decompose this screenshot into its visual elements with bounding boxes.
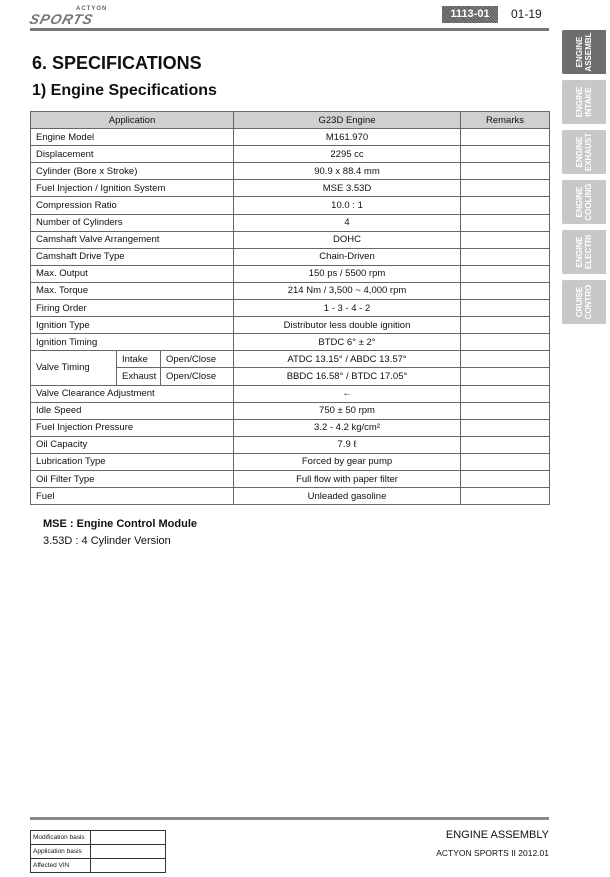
row-value: Forced by gear pump: [234, 453, 461, 470]
basis-table: [30, 830, 166, 873]
row-remarks: [461, 334, 550, 351]
table-row-valve-intake: [31, 351, 550, 368]
page-title: 6. SPECIFICATIONS: [32, 53, 202, 73]
row-label: Valve Clearance Adjustment: [31, 385, 234, 402]
row-value: 214 Nm / 3,500 ~ 4,000 rpm: [234, 282, 461, 299]
row-value: 7.9 ℓ: [234, 436, 461, 453]
footer-model-info: ACTYON SPORTS II 2012.01: [436, 848, 549, 858]
table-row: [31, 129, 550, 146]
row-remarks: [461, 453, 550, 470]
row-remarks: [461, 470, 550, 487]
footer-section-name: ENGINE ASSEMBLY: [445, 829, 549, 841]
brand-logo: [27, 6, 110, 27]
row-value: 90.9 x 88.4 mm: [234, 163, 461, 180]
row-value: 1 - 3 - 4 - 2: [234, 300, 461, 317]
row-remarks: [461, 146, 550, 163]
basis-value: [91, 831, 166, 845]
row-label: Engine Model: [31, 129, 234, 146]
row-value: 4: [234, 214, 461, 231]
row-value: 10.0 : 1: [234, 197, 461, 214]
row-remarks: [461, 231, 550, 248]
row-label: Oil Capacity: [31, 436, 234, 453]
valve-intake-label: Intake: [117, 351, 161, 368]
row-value: Full flow with paper filter: [234, 470, 461, 487]
page-number: 01-19: [511, 7, 542, 21]
row-value: Chain-Driven: [234, 248, 461, 265]
row-label: Idle Speed: [31, 402, 234, 419]
table-row: [31, 470, 550, 487]
row-label: Displacement: [31, 146, 234, 163]
valve-exhaust-open-close: Open/Close: [161, 368, 234, 385]
row-value: Unleaded gasoline: [234, 488, 461, 505]
basis-label: Modification basis: [31, 831, 91, 845]
section-tabs: [562, 30, 610, 330]
doc-code-badge: 1113-01: [442, 6, 498, 23]
table-row: [31, 419, 550, 436]
row-value: MSE 3.53D: [234, 180, 461, 197]
row-label: Max. Output: [31, 265, 234, 282]
row-remarks: [461, 300, 550, 317]
table-row: [31, 248, 550, 265]
row-label: Fuel: [31, 488, 234, 505]
row-remarks: [461, 180, 550, 197]
row-value: DOHC: [234, 231, 461, 248]
row-remarks: [461, 163, 550, 180]
row-label: Camshaft Drive Type: [31, 248, 234, 265]
table-row: [31, 163, 550, 180]
row-value: ←: [234, 385, 461, 402]
tab-label: ENGINE EXHAUST: [575, 132, 593, 172]
tab-label: CRUISE CONTRO: [575, 284, 593, 320]
tab-label: ENGINE COOLING: [575, 183, 593, 221]
row-label: Fuel Injection / Ignition System: [31, 180, 234, 197]
basis-row: [31, 859, 166, 873]
header-application: Application: [31, 112, 234, 129]
table-row: [31, 334, 550, 351]
tab-engine-cooling[interactable]: [562, 180, 606, 224]
row-label: Number of Cylinders: [31, 214, 234, 231]
basis-label: Affected VIN: [31, 859, 91, 873]
table-row: [31, 180, 550, 197]
table-row: [31, 231, 550, 248]
table-row: [31, 265, 550, 282]
tab-cruise-control[interactable]: [562, 280, 606, 324]
row-remarks: [461, 197, 550, 214]
row-remarks: [461, 419, 550, 436]
table-row: [31, 300, 550, 317]
tab-label: ENGINE ASSEMBL: [575, 32, 593, 72]
table-row: [31, 402, 550, 419]
row-value: ATDC 13.15° / ABDC 13.57°: [234, 351, 461, 368]
table-row: [31, 282, 550, 299]
footer-divider: [30, 817, 549, 820]
row-label: Lubrication Type: [31, 453, 234, 470]
table-row: [31, 214, 550, 231]
row-value: 150 ps / 5500 rpm: [234, 265, 461, 282]
tab-engine-exhaust[interactable]: [562, 130, 606, 174]
row-remarks: [461, 368, 550, 385]
header-remarks: Remarks: [461, 112, 550, 129]
row-label: Firing Order: [31, 300, 234, 317]
table-row: [31, 385, 550, 402]
brand-big-text: SPORTS: [27, 11, 96, 27]
row-value: 2295 cc: [234, 146, 461, 163]
row-label: Cylinder (Bore x Stroke): [31, 163, 234, 180]
basis-row: [31, 831, 166, 845]
basis-label: Application basis: [31, 845, 91, 859]
row-remarks: [461, 265, 550, 282]
tab-engine-intake[interactable]: [562, 80, 606, 124]
tab-engine-assembly[interactable]: [562, 30, 606, 74]
note-mse: MSE : Engine Control Module: [43, 518, 197, 530]
tab-engine-electrical[interactable]: [562, 230, 606, 274]
row-value: BBDC 16.58° / BTDC 17.05°: [234, 368, 461, 385]
valve-intake-open-close: Open/Close: [161, 351, 234, 368]
row-value: 3.2 - 4.2 kg/cm²: [234, 419, 461, 436]
row-remarks: [461, 317, 550, 334]
row-remarks: [461, 402, 550, 419]
tab-label: ENGINE ELECTRI: [575, 234, 593, 270]
row-value: M161.970: [234, 129, 461, 146]
table-header-row: [31, 112, 550, 129]
row-label: Max. Torque: [31, 282, 234, 299]
table-row: [31, 317, 550, 334]
table-row: [31, 488, 550, 505]
row-remarks: [461, 248, 550, 265]
row-remarks: [461, 488, 550, 505]
brand-small-text: ACTYON: [76, 6, 108, 12]
table-row: [31, 453, 550, 470]
row-label: Ignition Timing: [31, 334, 234, 351]
row-label: Camshaft Valve Arrangement: [31, 231, 234, 248]
row-remarks: [461, 282, 550, 299]
row-label: Valve Timing: [31, 351, 117, 385]
table-row: [31, 197, 550, 214]
engine-spec-table: [30, 111, 550, 505]
header-divider: [30, 28, 549, 31]
note-version: 3.53D : 4 Cylinder Version: [43, 535, 171, 547]
table-row: [31, 146, 550, 163]
basis-value: [91, 859, 166, 873]
tab-label: ENGINE INTAKE: [575, 86, 593, 118]
row-remarks: [461, 214, 550, 231]
header-engine: G23D Engine: [234, 112, 461, 129]
section-subtitle: 1) Engine Specifications: [32, 82, 217, 99]
basis-value: [91, 845, 166, 859]
row-value: BTDC 6° ± 2°: [234, 334, 461, 351]
row-remarks: [461, 351, 550, 368]
row-label: Fuel Injection Pressure: [31, 419, 234, 436]
basis-row: [31, 845, 166, 859]
row-value: 750 ± 50 rpm: [234, 402, 461, 419]
row-label: Ignition Type: [31, 317, 234, 334]
valve-exhaust-label: Exhaust: [117, 368, 161, 385]
table-row: [31, 436, 550, 453]
row-remarks: [461, 436, 550, 453]
row-remarks: [461, 129, 550, 146]
row-remarks: [461, 385, 550, 402]
row-label: Compression Ratio: [31, 197, 234, 214]
row-label: Oil Filter Type: [31, 470, 234, 487]
row-value: Distributor less double ignition: [234, 317, 461, 334]
